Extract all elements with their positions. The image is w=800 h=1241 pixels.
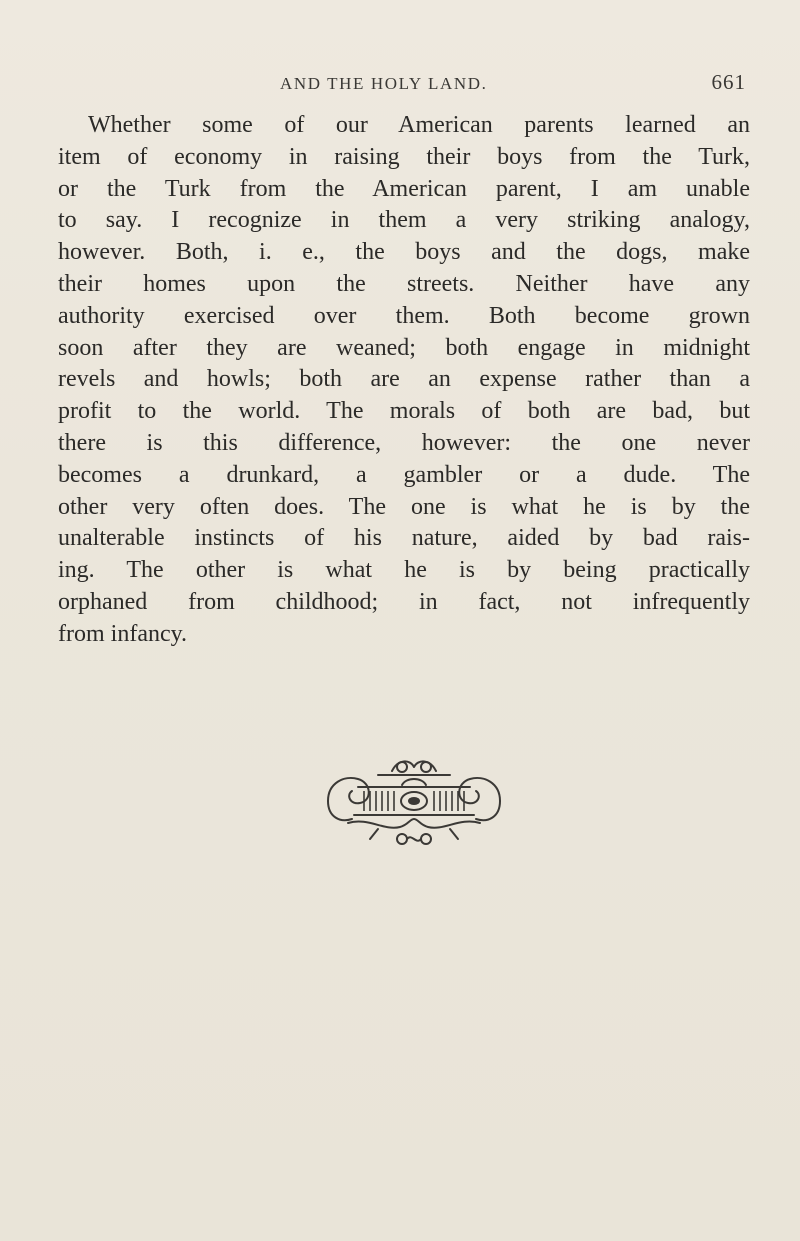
text-line: revels and howls; both are an expense rather than a (58, 366, 750, 393)
text-line: however. Both, i. e., the boys and the dogs, make (58, 239, 750, 266)
running-head: AND THE HOLY LAND. (280, 74, 488, 93)
page-number: 661 (711, 70, 746, 94)
text-line: item of economy in raising their boys from the Turk, (58, 143, 750, 170)
text-line: other very often does. The one is what he is by the (58, 493, 750, 520)
text-line: ing. The other is what he is by being practically (58, 557, 750, 584)
text-line: orphaned from childhood; in fact, not infrequently (58, 588, 750, 615)
text-line: there is this difference, however: the one never (58, 429, 750, 456)
body-paragraph (58, 110, 750, 651)
text-line: soon after they are weaned; both engage in midnight (58, 334, 750, 361)
text-line: profit to the world. The morals of both are bad, but (58, 398, 750, 425)
text-line: their homes upon the streets. Neither have any (58, 270, 750, 297)
text-line: unalterable instincts of his nature, aided by bad rais- (58, 525, 750, 552)
text-line: authority exercised over them. Both become grown (58, 302, 750, 329)
decorative-tailpiece-icon (318, 757, 510, 849)
text-line: Whether some of our American parents learned an (88, 112, 750, 138)
text-line: to say. I recognize in them a very striking analogy, (58, 207, 750, 234)
text-line: or the Turk from the American parent, I am unable (58, 175, 750, 202)
text-line: from infancy. (58, 620, 188, 647)
text-line: becomes a drunkard, a gambler or a dude. The (58, 461, 750, 488)
